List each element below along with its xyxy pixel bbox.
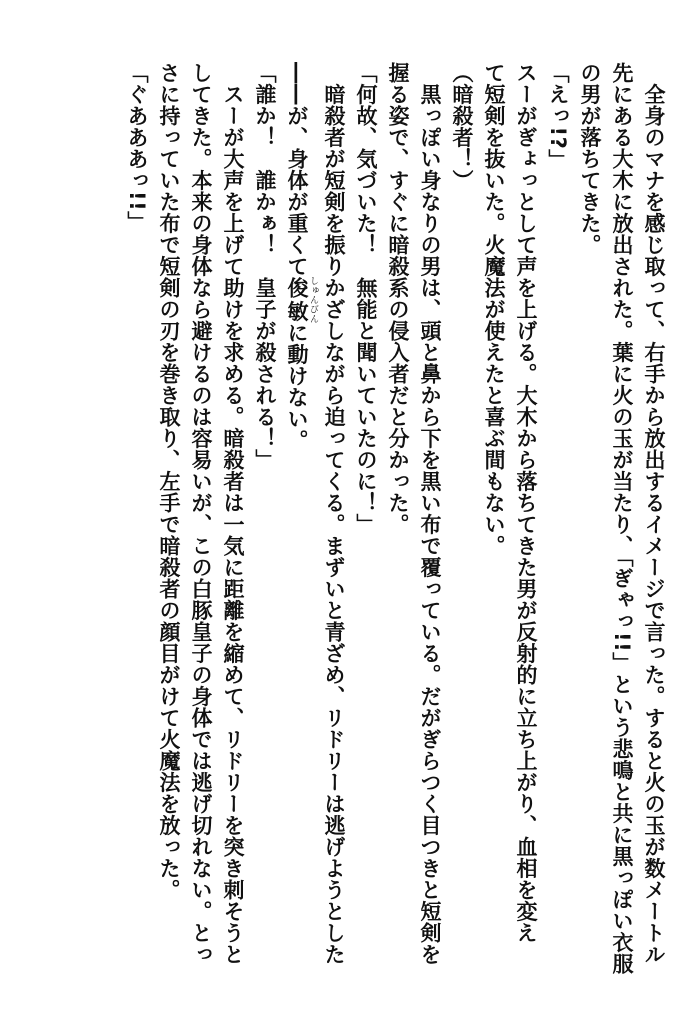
text-line-8: 黒っぽい身なりの男は、頭と鼻から下を黒い布で覆っている。だがぎらつく目つきと短剣を	[418, 62, 442, 965]
text-line-12-part-2: に動けない。	[285, 322, 309, 452]
text-line-14: スーが大声を上げて助けを求める。暗殺者は一気に距離を縮めて、リドリーを突き刺そうと	[221, 62, 245, 965]
text-line-17: 「ぐあああっ!!」	[125, 62, 149, 233]
text-line-13: 「誰か！ 誰かぁ！ 皇子が殺される！」	[253, 62, 277, 471]
text-line-12-with-ruby	[281, 62, 318, 962]
vertical-text-body	[50, 62, 670, 975]
text-line-10: 「何故、気づいた！ 無能と聞いていたのに！」	[354, 62, 378, 535]
text-line-15: してきた。本来の身体なら避けるのは容易いが、この白豚皇子の身体では逃げ切れない。とっ	[189, 62, 213, 965]
ruby-reading: しゅんびん	[308, 275, 318, 324]
text-line-16: さに持っていた布で短剣の刃を巻き取り、左手で暗殺者の顔目がけて火魔法を放った。	[157, 62, 181, 901]
text-line-5: スーがぎょっとして声を上げる。大木から落ちてきた男が反射的に立ち上がり、血相を変え	[514, 62, 538, 944]
text-line-2: 先にある大木に放出された。葉に火の玉が当たり、「ぎゃっ!!」という悲鳴と共に黒っぽい衣服	[610, 62, 634, 975]
ruby-word	[285, 275, 318, 324]
text-line-6: て短剣を抜いた。火魔法が使えたと喜ぶ間もない。	[482, 62, 506, 557]
text-line-9: 握る姿で、すぐに暗殺系の侵入者だと分かった。	[386, 62, 410, 535]
text-line-7: （暗殺者！）	[450, 62, 474, 191]
text-line-3: の男が落ちてきた。	[578, 62, 602, 256]
text-line-12-part-1: ――が、身体が重くて	[285, 62, 309, 277]
text-line-4: 「えっ!?」	[546, 62, 570, 171]
text-line-1: 全身のマナを感じ取って、右手から放出するイメージで言った。すると火の玉が数メートル	[642, 62, 666, 965]
ruby-base: 俊敏	[285, 275, 309, 324]
text-line-11: 暗殺者が短剣を振りかざしながら迫ってくる。まずいと青ざめ、リドリーは逃げようとした	[322, 62, 346, 965]
